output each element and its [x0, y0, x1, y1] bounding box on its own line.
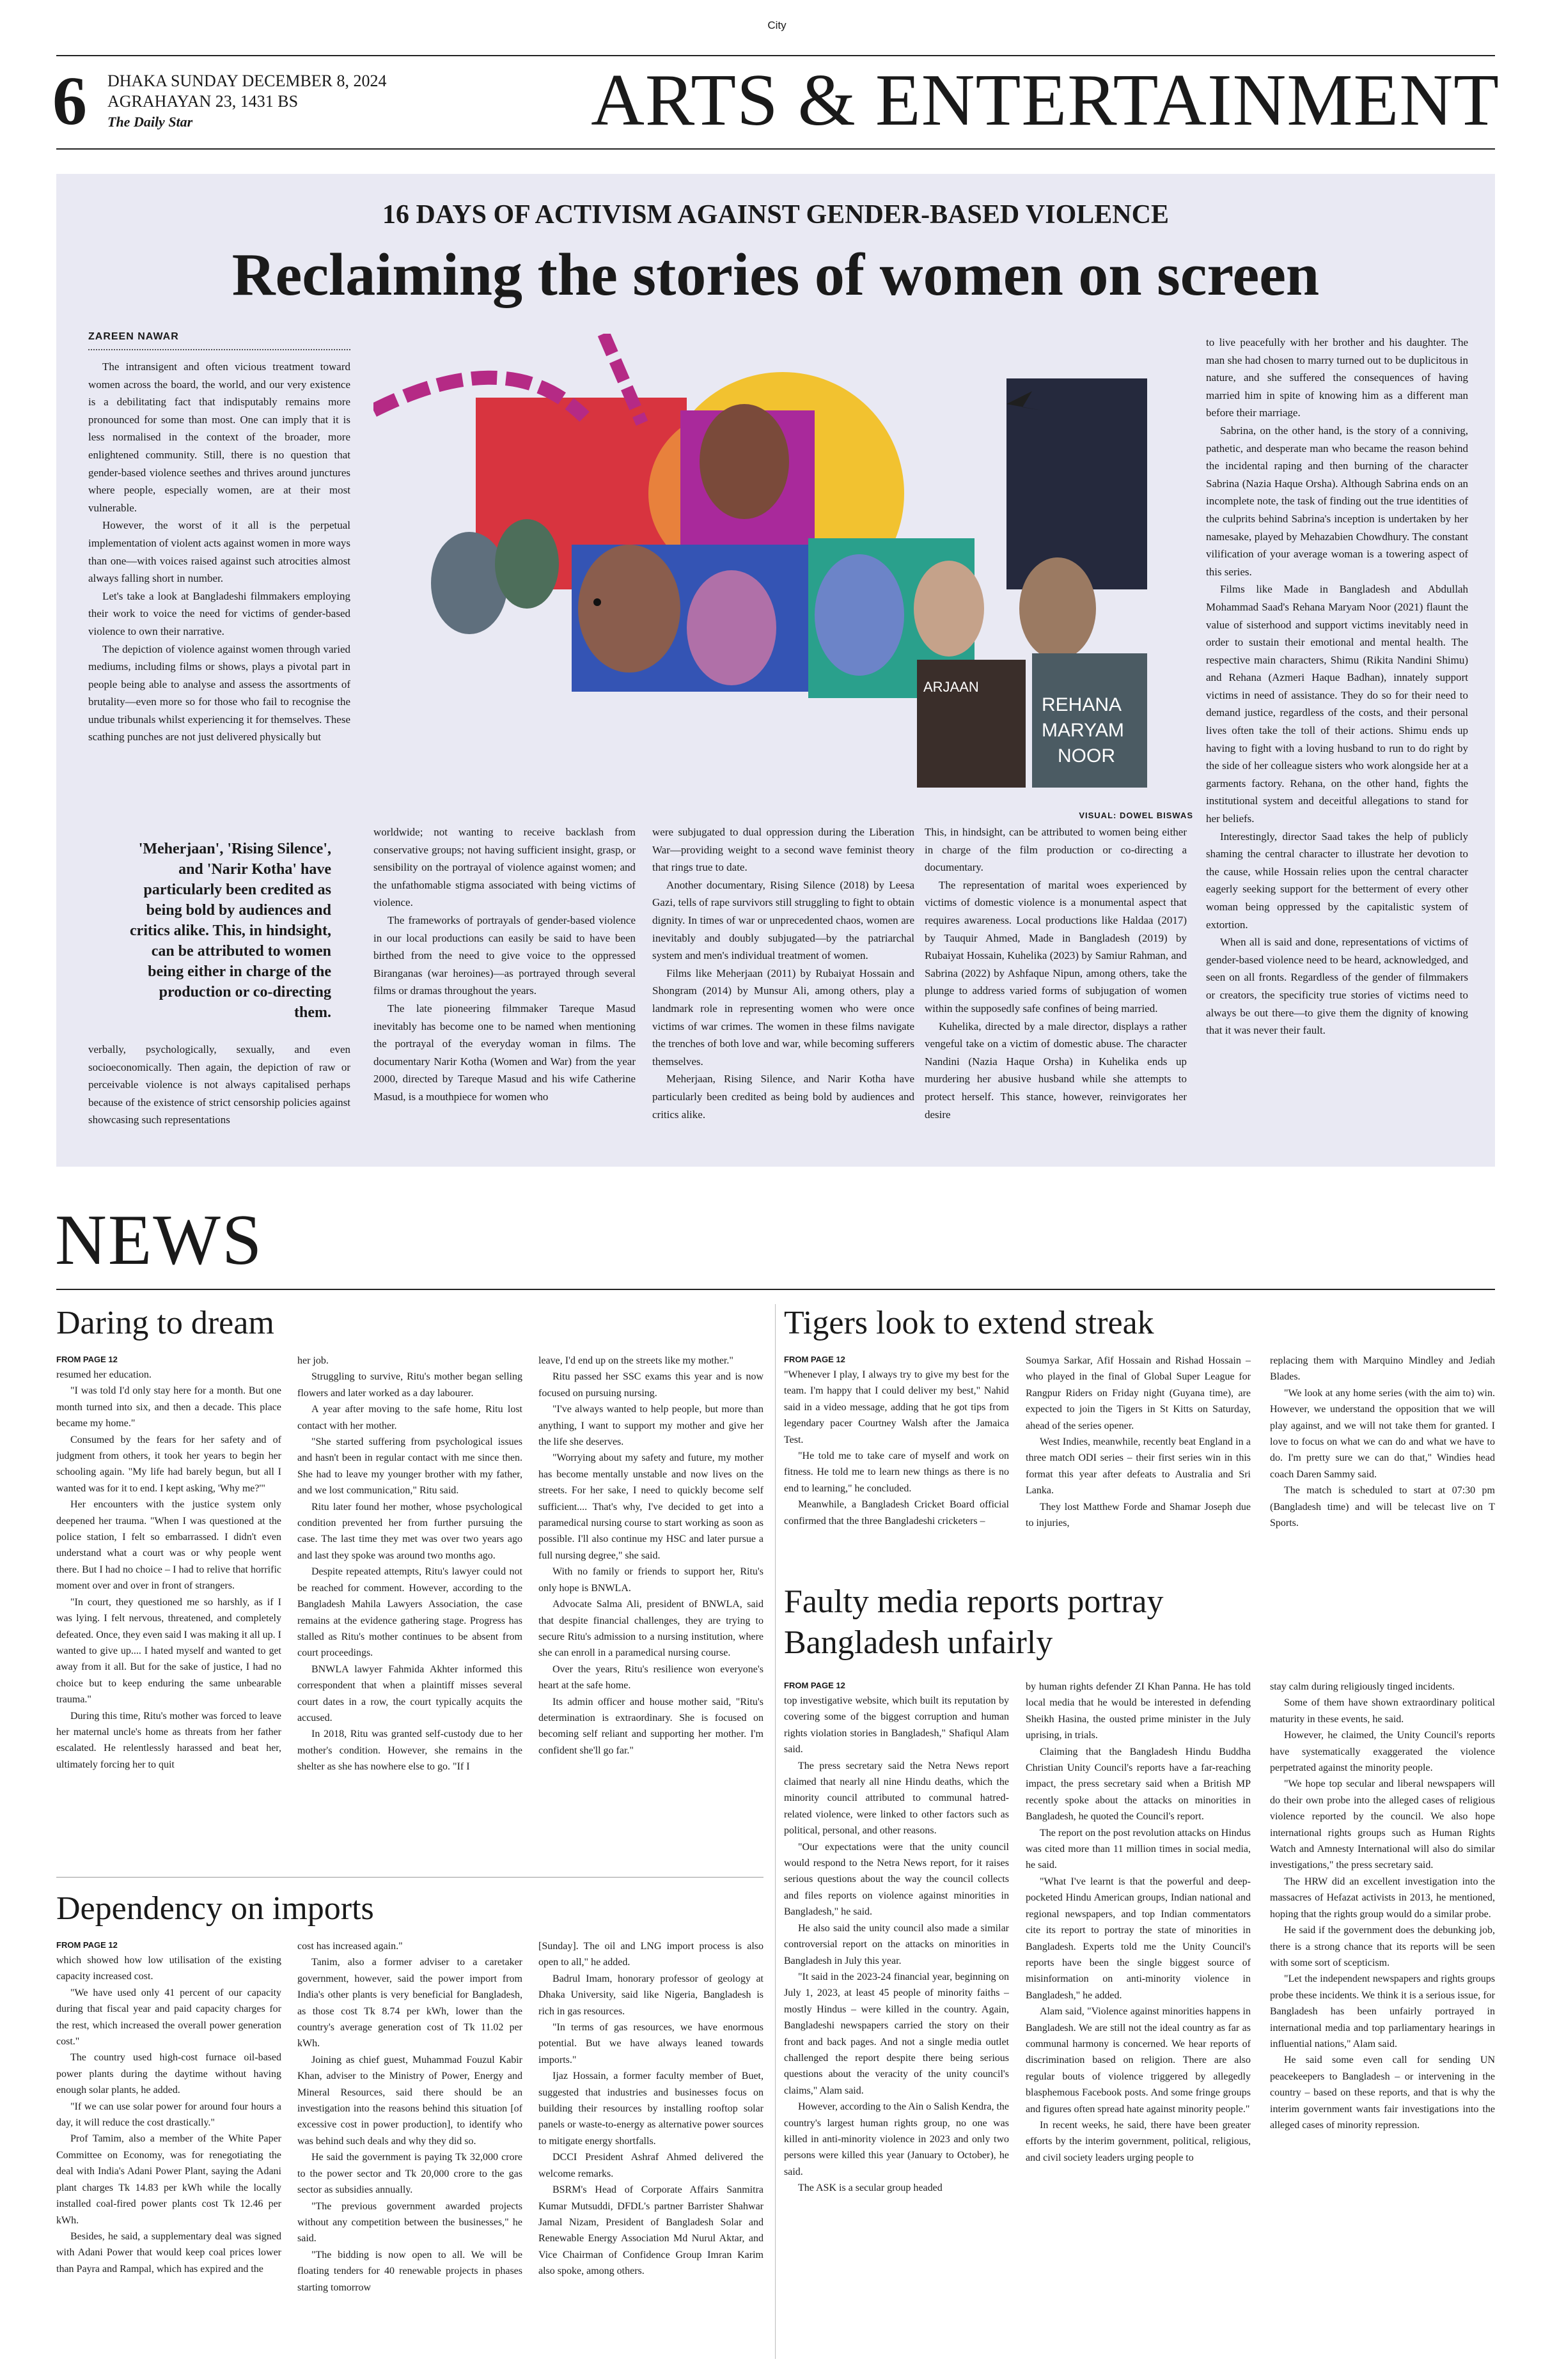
- dependency-col-2: [297, 1938, 522, 2360]
- from-page-label: FROM PAGE 12: [784, 1355, 845, 1364]
- woman-portrait: [687, 570, 776, 685]
- paragraph: The country used high-cost furnace oil-based power plants during the daytime without having enough solar plants, he added.: [56, 2052, 281, 2096]
- paragraph: Advocate Salma Ali, president of BNWLA, said that despite financial challenges, they are trying to secure Ritu's admission to a nursing institution, where she can enroll in a paramedical nursing course.: [538, 1599, 763, 1659]
- paragraph: Ritu passed her SSC exams this year and is now focused on pursuing nursing.: [538, 1371, 763, 1399]
- paragraph: worldwide; not wanting to receive backlash from conservative groups; not having sufficient insight, grasp, or sensibility on the portrayal of violence against women; and the unfathomable stigma associated with being victims of violence.: [373, 826, 636, 909]
- feature-col-3: [652, 823, 914, 1149]
- paragraph: Claiming that the Bangladesh Hindu Buddha Christian Unity Council's reports have a far-reaching impact, the press secretary said when a British MP recently spoke about the attacks on minorities in Bangladesh, he quoted the Council's report.: [1026, 1746, 1251, 1823]
- paragraph: by human rights defender ZI Khan Panna. He has told local media that he would be interested in defending Sheikh Hasina, the ousted prime minister in the July uprising, in trials.: [1026, 1681, 1251, 1741]
- paragraph: Meherjaan, Rising Silence, and Narir Kotha have particularly been credited as being bold by audiences and critics alike.: [652, 1073, 914, 1121]
- paragraph: "She started suffering from psychological issues and hasn't been in regular contact with me since then. She had to leave my younger brother with my father, and we lost communication," Ritu said.: [297, 1436, 522, 1497]
- paragraph: Tanim, also a former adviser to a caretaker government, however, said the power import from India's other plants is very beneficial for Bangladesh, as those cost Tk 8.74 per kWh, lower than the country's average generation cost of Tk 11.02 per kWh.: [297, 1957, 522, 2049]
- paragraph: They lost Matthew Forde and Shamar Joseph due to injuries,: [1026, 1501, 1251, 1529]
- paragraph: Films like Made in Bangladesh and Abdullah Mohammad Saad's Rehana Maryam Noor (2021) flaunt the value of sisterhood and support victims inevitably need in order to sustain their emotional and mental health. The respective main characters, Shimu (Rikita Nandini Shimu) and Rehana (Azmeri Haque Badhan), innately support victims in need of assistance. They do so for their need to demand justice, regardless of the costs, and their personal lives often take the toll of their actions. Shimu ends up having to fight with a loving husband to run to do right by the side of her colleague sisters who work alongside her at a garments factory. Rehana, on the other hand, fights the institutional system and deceitful allegations to stand for her beliefs.: [1206, 583, 1468, 825]
- paragraph: When all is said and done, representations of victims of gender-based violence need to be heard, acknowledged, and seen on all fronts. Regardless of the gender of filmmakers or creators, the specificity true stories of victims need to always be out there—to give them the dignity of knowing that it was never their fault.: [1206, 936, 1468, 1037]
- paragraph: "Let the independent newspapers and rights groups probe these incidents. We think it is a serious issue, for Bangladesh has been unfairly portrayed in international media and top parliamentary hearings in influential nations," Alam said.: [1270, 1973, 1495, 2049]
- paragraph: Another documentary, Rising Silence (2018) by Leesa Gazi, tells of rape survivors still struggling to fight to obtain dignity. In times of war or unprecedented chaos, women are inevitably and doubly subjugated—by the patriarchal system and men's individual treatment of women.: [652, 878, 914, 962]
- dependency-headline: Dependency on imports: [56, 1890, 374, 1927]
- faulty-col-3: [1270, 1679, 1495, 2356]
- paragraph: "We look at any home series (with the aim to) win. However, we understand the opposition that we will play against, and we will not take them for granted. I love to focus on what we can do and what we have to do. I'm pretty sure we can do that," Windies head coach Daren Sammy said.: [1270, 1387, 1495, 1480]
- date-line: DHAKA SUNDAY DECEMBER 8, 2024: [107, 72, 387, 90]
- paragraph: Sabrina, on the other hand, is the story of a conniving, pathetic, and desperate man who became the reason behind the incidental raping and then burning of the character Sabrina (Nazia Haque Orsha). Although Sabrina ends on an incomplete note, the task of finding out the true identities of the culprits behind Sabrina's inception is undertaken by her namesake, played by Mehazabien Chowdhury. The constant vilification of your average woman is a towering aspect of this series.: [1206, 424, 1468, 578]
- paragraph: were subjugated to dual oppression during the Liberation War—providing weight to a second wave feminist theory that rings true to date.: [652, 826, 914, 874]
- paragraph: BNWLA lawyer Fahmida Akhter informed this correspondent that when a plaintiff misses several court dates in a row, the court typically acquits the accused.: [297, 1663, 522, 1723]
- visual-credit: VISUAL: DOWEL BISWAS: [1079, 811, 1193, 820]
- feature-headline: Reclaiming the stories of women on screen: [231, 242, 1320, 308]
- paragraph: The late pioneering filmmaker Tareque Masud inevitably has become one to be named when mentioning the portrayal of the everyday woman in films. The documentary Narir Kotha (Women and War) from the year 2000, directed by Tareque Masud and his wife Catherine Masud, is a mouthpiece for women who: [373, 1002, 636, 1103]
- paragraph: to live peacefully with her brother and his daughter. The man she had chosen to marry turned out to be duplicitous in nature, and she suffered the consequences of having married him in spite of knowing him as a different man before their marriage.: [1206, 336, 1468, 419]
- paragraph: "If we can use solar power for around four hours a day, it will reduce the cost drastically.": [56, 2101, 281, 2129]
- woman-portrait: [1019, 557, 1096, 660]
- paragraph: Prof Tamim, also a member of the White Paper Committee on Economy, was for renegotiating the deal with India's Adani Power Plant, saying the Adani plant charges Tk 14.83 per kWh while the locally installed coal-fired power plants cost Tk 12.46 per kWh.: [56, 2133, 281, 2226]
- paragraph: He said some even call for sending UN peacekeepers to Bangladesh – or intervening in the country – based on these reports, and that is why the interim government wants fair investigations into the alleged cases of minority repression.: [1270, 2055, 1495, 2131]
- byline: ZAREEN NAWAR: [88, 331, 179, 342]
- dark-panel: [1006, 378, 1147, 589]
- paragraph: Consumed by the fears for her safety and of judgment from others, it took her years to begin her schooling again. "My life had barely begun, but all I wanted was for it to end. I kept asking, 'Why me?'": [56, 1434, 281, 1494]
- poster-label: REHANA: [1042, 694, 1122, 715]
- paragraph: "I've always wanted to help people, but more than anything, I want to support my mother and give her the life she deserves.: [538, 1404, 763, 1448]
- paragraph: The match is scheduled to start at 07:30 pm (Bangladesh time) and will be telecast live on T Sports.: [1270, 1485, 1495, 1529]
- paragraph: A year after moving to the safe home, Ritu lost contact with her mother.: [297, 1404, 522, 1431]
- woman-portrait: [914, 561, 984, 657]
- paragraph: verbally, psychologically, sexually, and even socioeconomically. Then again, the depiction of raw or perceivable violence is not always capitalised perhaps because of the existence of strict censorship policies against showcasing such representations: [88, 1043, 350, 1126]
- paragraph: Interestingly, director Saad takes the help of publicly shaming the central character to illustrate her devotion to the cause, while Hossain relies upon the central character eagerly seeking support for the betterment of every other woman being oppressed by the capitalistic system of extortion.: [1206, 830, 1468, 931]
- from-page-label: FROM PAGE 12: [56, 1355, 118, 1364]
- feature-kicker: 16 DAYS OF ACTIVISM AGAINST GENDER-BASED VIOLENCE: [382, 200, 1169, 229]
- column-divider: [775, 1304, 776, 2359]
- byline-rule: [88, 349, 350, 350]
- paragraph: stay calm during religiously tinged incidents.: [1270, 1681, 1455, 1692]
- paragraph: In recent weeks, he said, there have been greater efforts by the interim government, political, religious, and civil society leaders urging people to: [1026, 2119, 1251, 2163]
- paragraph: "In court, they questioned me so harshly, as if I was lying. I felt nervous, threatened, and completely defeated. Once, they even said I was making it all up. I wanted to give up.... I hated myself and wanted to get away from it all. But for the sake of justice, I had no choice but to keep enduring the same unbearable trauma.": [56, 1596, 281, 1706]
- paragraph: which showed how low utilisation of the existing capacity increased cost.: [56, 1955, 281, 1982]
- paragraph: The representation of marital woes experienced by victims of domestic violence is a monumental aspect that requires awareness. Local productions like Haldaa (2017) by Tauquir Ahmed, Made in Bangladesh (2019) by Rubaiyat Hossain, Kuhelika (2023) by Samiur Rahman, and Sabrina (2022) by Ashfaque Nipun, among others, take the plunge to address varied forms of subjugation of women within the supposedly safe confines of being married.: [925, 878, 1187, 1015]
- paragraph: DCCI President Ashraf Ahmed delivered the welcome remarks.: [538, 2152, 763, 2179]
- paragraph: In 2018, Ritu was granted self-custody due to her mother's condition. However, she remains in the shelter as she has nowhere else to go. "If I: [297, 1729, 522, 1773]
- paragraph: Films like Meherjaan (2011) by Rubaiyat Hossain and Shongram (2014) by Munsur Ali, among others, play a landmark role in representing women who were once victims of war crimes. The women in these films navigate the trenches of both love and war, while becoming sufferers themselves.: [652, 967, 914, 1068]
- paragraph: The intransigent and often vicious treatment toward women across the board, the world, and our very existence is a debilitating fact that indisputably remains more pronounced for some than most. One can imply that it is less normalised in the context of the broader, more enlightened community. Still, there is no question that gender-based violence seethes and thrives around junctures where people, especially women, are at their most vulnerable.: [88, 361, 350, 514]
- dependency-col-3: [538, 1938, 763, 2360]
- tigers-col-3: [1270, 1353, 1495, 1672]
- paragraph: "He told me to take care of myself and work on fitness. He told me to learn new things as there is no end to learning," he concluded.: [784, 1451, 1009, 1494]
- paragraph: The depiction of violence against women through varied mediums, including films or shows, plays a pivotal part in people being able to analyse and assess the assortments of brutality—even more so for those who fail to recognise the undue tribunals whilst experiencing it for themselves. These scathing punches are not just delivered physically but: [88, 642, 350, 743]
- woman-portrait: [431, 532, 508, 634]
- faulty-col-2: [1026, 1679, 1251, 2356]
- paragraph: "We have used only 41 percent of our capacity during that fiscal year and paid capacity charges for the rest, which increased the overall power generation cost.": [56, 1987, 281, 2048]
- header-bottom-rule: [56, 148, 1495, 150]
- from-page-label: FROM PAGE 12: [784, 1681, 845, 1690]
- paragraph: The report on the post revolution attacks on Hindus was cited more than 11 million times in social media, he said.: [1026, 1827, 1251, 1871]
- paragraph: Kuhelika, directed by a male director, displays a rather vengeful take on a victim of domestic abuse. The character Nandini (Nazia Haque Orsha) in Kuhelika ends up murdering her abusive husband while she attempts to protect herself. This stance, however, reinvigorates her desire: [925, 1020, 1187, 1121]
- bangla-date: AGRAHAYAN 23, 1431 BS: [107, 92, 299, 111]
- tigers-headline: Tigers look to extend streak: [784, 1305, 1154, 1341]
- paragraph: Meanwhile, a Bangladesh Cricket Board official confirmed that the three Bangladeshi cricketers –: [784, 1499, 1009, 1527]
- paragraph: Badrul Imam, honorary professor of geology at Dhaka University, said like Nigeria, Bangladesh is rich in gas resources.: [538, 1973, 763, 2017]
- daring-col-1: [56, 1353, 281, 1915]
- paper-logo: The Daily Star: [107, 114, 193, 130]
- paragraph: "Whenever I play, I always try to give my best for the team. I'm happy that I could deliver my best," Nahid said in a video message, adding that he got tips from legendary pacer Courtney Walsh after the Jamaica Test.: [784, 1369, 1009, 1445]
- paragraph: "In terms of gas resources, we have enormous potential. But we have always leaned towards imports.": [538, 2022, 763, 2065]
- paragraph: The ASK is a secular group headed: [798, 2182, 943, 2194]
- paragraph: The HRW did an excellent investigation into the massacres of Hefazat activists in 2013, he mentioned, hoping that the rights group would do a similar probe.: [1270, 1876, 1495, 1920]
- daring-col-2: [297, 1353, 522, 1915]
- paragraph: Joining as chief guest, Muhammad Fouzul Kabir Khan, adviser to the Ministry of Power, Energy and Mineral Resources, said there should be an investigation into the reasons behind this situation [of excessive cost in power production], to identify who was behind such deals and why they did so.: [297, 2054, 522, 2147]
- paragraph: He said if the government does the debunking job, there is a strong chance that its reports will be seen with some sort of scepticism.: [1270, 1925, 1495, 1968]
- woman-portrait: [578, 545, 680, 673]
- faulty-col-1: [784, 1679, 1009, 2356]
- paragraph: replacing them with Marquino Mindley and Jediah Blades.: [1270, 1355, 1495, 1383]
- feature-col-2: [373, 823, 636, 1149]
- feature-col-1: [88, 358, 350, 818]
- eye-icon: [593, 598, 601, 606]
- paragraph: her job.: [297, 1355, 329, 1366]
- poster-label: ARJAAN: [923, 679, 979, 695]
- news-rule: [56, 1289, 1495, 1290]
- section-title: ARTS & ENTERTAINMENT: [591, 59, 1499, 141]
- dependency-col-1: [56, 1938, 281, 2360]
- paragraph: Besides, he said, a supplementary deal was signed with Adani Power that would keep coal prices lower than Payra and Rampal, which has expired and the: [56, 2230, 281, 2275]
- paragraph: Struggling to survive, Ritu's mother began selling flowers and later worked as a day labourer.: [297, 1371, 522, 1399]
- man-portrait: [815, 554, 904, 676]
- feature-col-5: [1206, 334, 1468, 1149]
- paragraph: However, the worst of it all is the perpetual implementation of violent acts against women in more ways than one—with voices raised against such atrocities almost always falling short in number.: [88, 519, 350, 585]
- header-top-rule: [56, 55, 1495, 56]
- paragraph: Let's take a look at Bangladeshi filmmakers employing their work to voice the need for victims of gender-based violence to own their narrative.: [88, 589, 350, 637]
- paragraph: Some of them have shown extraordinary political maturity in these events, he said.: [1270, 1697, 1495, 1725]
- daring-col-3: [538, 1353, 763, 1915]
- feature-illustration: [373, 334, 1198, 807]
- paragraph: However, according to the Ain o Salish Kendra, the country's largest human rights group, no one was killed in anti-minority violence in 2023 and only two persons were killed this year (January to October), he said.: [784, 2101, 1009, 2177]
- paragraph: "The bidding is now open to all. We will be floating tenders for 40 renewable projects in phases starting tomorrow: [297, 2249, 522, 2293]
- paragraph: He said the government is paying Tk 32,000 crore to the power sector and Tk 20,000 crore to the gas sector as subsidies annually.: [297, 2152, 522, 2196]
- paragraph: leave, I'd end up on the streets like my mother.": [538, 1355, 733, 1366]
- page-number: 6: [52, 63, 87, 139]
- pull-quote: 'Meherjaan', 'Rising Silence', and 'Narir Kotha' have particularly been credited as being bold by audiences and critics alike. This, in hindsight, can be attributed to women being either in charge of the production or co-directing them.: [130, 841, 331, 1021]
- paragraph: BSRM's Head of Corporate Affairs Sanmitra Kumar Mutsuddi, DFDL's partner Barrister Shahwar Jamal Nizam, President of Bangladesh Solar and Renewable Energy Association Md Nurul Aktar, and Vice Chairman of Confidence Group Imran Karim also spoke, among others.: [538, 2184, 763, 2277]
- paragraph: The frameworks of portrayals of gender-based violence in our local productions can easily be said to have been birthed from the need to give voice to the oppressed Biranganas (war heroines)—as portrayed through several films or dramas throughout the years.: [373, 914, 636, 997]
- news-section-title: NEWS: [55, 1201, 263, 1280]
- poster-label: NOOR: [1058, 745, 1115, 766]
- feature-col-1-cont: [88, 1041, 350, 1146]
- paragraph: "What I've learnt is that the powerful and deep-pocketed Hindu American groups, Indian national and regional newspapers, and top Indian commentators cite its report to portray the state of minorities in Bangladesh. Experts told me the Unity Council's reports have been the single biggest source of misinformation on anti-minority violence in Bangladesh," he added.: [1026, 1876, 1251, 2001]
- paragraph: "Worrying about my safety and future, my mother has become mentally unstable and now lives on the streets. For her sake, I need to quickly become self sufficient.... That's why, I've decided to get into a paramedical nursing course to start working as soon as possible. I'll also continue my HSC and later pursue a full nursing degree," she said.: [538, 1452, 763, 1561]
- paragraph: Alam said, "Violence against minorities happens in Bangladesh. We are still not the ideal country as far as communal harmony is concerned. We hear reports of discrimination based on religion. There are also regular bouts of violence triggered by allegedly blasphemous Facebook posts. And some fringe groups and figures often spread hate against minority people.": [1026, 2006, 1251, 2115]
- paragraph: He also said the unity council also made a similar controversial report on the attacks on minorities in Bangladesh in July this year.: [784, 1922, 1009, 1966]
- tigers-col-2: [1026, 1353, 1251, 1672]
- paragraph: Soumya Sarkar, Afif Hossain and Rishad Hossain – who played in the final of Global Super League for Rangpur Riders on Friday night (Guyana time), are expected to join the Tigers in St Kitts on Saturday, ahead of the series opener.: [1026, 1355, 1251, 1431]
- section-divider: [56, 1877, 763, 1878]
- paragraph: resumed her education.: [56, 1369, 152, 1380]
- paragraph: This, in hindsight, can be attributed to women being either in charge of the film production or co-directing a documentary.: [925, 826, 1187, 874]
- paragraph: Ritu later found her mother, whose psychological condition prevented her from further pursuing the case. The last time they met was over two years ago and last they spoke was around two months ago.: [297, 1501, 522, 1561]
- paragraph: Ijaz Hossain, a former faculty member of Buet, suggested that industries and businesses focus on building their resources by installing rooftop solar panels or waste-to-energy as alternative power sources to mitigate energy shortfalls.: [538, 2071, 763, 2147]
- section-top-label: City: [767, 19, 787, 31]
- paragraph: However, he claimed, the Unity Council's reports have systematically exaggerated the violence perpetrated against the minority people.: [1270, 1730, 1495, 1774]
- paragraph: "It said in the 2023-24 financial year, beginning on July 1, 2023, at least 45 people of minority faiths – mostly Hindus – were killed in the country. Again, Bangladeshi newspapers carried the story on their front and back pages. And not a single media outlet challenged the report despite there being serious questions about the veracity of the unity council's claims," Alam said.: [784, 1971, 1009, 2096]
- paragraph: During this time, Ritu's mother was forced to leave her maternal uncle's home as threats from her father escalated. He relentlessly harassed and beat her, ultimately forcing her to quit: [56, 1710, 281, 1770]
- paragraph: "We hope top secular and liberal newspapers will do their own probe into the alleged cases of religious violence reported by the council. We also hope international rights groups such as Human Rights Watch and Amnesty International will also do similar investigations," the press secretary said.: [1270, 1778, 1495, 1871]
- paragraph: "Our expectations were that the unity council would respond to the Netra News report, for it raises serious questions about the way the council collects and files reports on violence against minorities in Bangladesh," he said.: [784, 1841, 1009, 1918]
- poster-label: MARYAM: [1042, 720, 1124, 741]
- from-page-label: FROM PAGE 12: [56, 1940, 118, 1950]
- woman-portrait: [700, 404, 789, 519]
- faulty-headline-line-1: Faulty media reports portray: [784, 1583, 1164, 1620]
- paragraph: "I was told I'd only stay here for a month. But one month turned into six, and then a decade. This place became my home.": [56, 1385, 281, 1429]
- paragraph: Over the years, Ritu's resilience won everyone's heart at the safe home.: [538, 1663, 763, 1692]
- paragraph: "The previous government awarded projects without any competition between the businesses," he said.: [297, 2200, 522, 2244]
- paragraph: top investigative website, which built its reputation by covering some of the biggest corruption and human rights violation stories in Bangladesh," Shafiqul Alam said.: [784, 1695, 1009, 1755]
- paragraph: cost has increased again.": [297, 1941, 403, 1952]
- paragraph: [Sunday]. The oil and LNG import process is also open to all," he added.: [538, 1941, 763, 1968]
- paragraph: Its admin officer and house mother said, "Ritu's determination is extraordinary. She is focused on becoming self reliant and supporting her mother. I'm confident she'll go far.": [538, 1696, 763, 1756]
- daring-headline: Daring to dream: [56, 1305, 274, 1341]
- paragraph: The press secretary said the Netra News report claimed that nearly all nine Hindu deaths, which the minority council attributed to communal hatred-related violence, were linked to other factors such as political, personal, and other reasons.: [784, 1760, 1009, 1837]
- paragraph: With no family or friends to support her, Ritu's only hope is BNWLA.: [538, 1566, 763, 1594]
- feature-col-4: [925, 823, 1187, 1149]
- man-portrait: [495, 519, 559, 609]
- faulty-headline-line-2: Bangladesh unfairly: [784, 1624, 1053, 1661]
- paragraph: West Indies, meanwhile, recently beat England in a three match ODI series – their first series win in this format this year after defeats to Australia and Sri Lanka.: [1026, 1436, 1251, 1497]
- paragraph: Despite repeated attempts, Ritu's lawyer could not be reached for comment. However, according to the Bangladesh Mahila Lawyers Association, the case remains at the evidence gathering stage. Progress has stalled as Ritu's mother continues to be absent from court proceedings.: [297, 1566, 522, 1659]
- paragraph: Her encounters with the justice system only deepened her trauma. "When I was questioned at the police station, I felt so embarrassed. I didn't even understand what a court was or why people went there. But I had no choice – I had to relive that horrific moment over and over in front of strangers.: [56, 1499, 281, 1592]
